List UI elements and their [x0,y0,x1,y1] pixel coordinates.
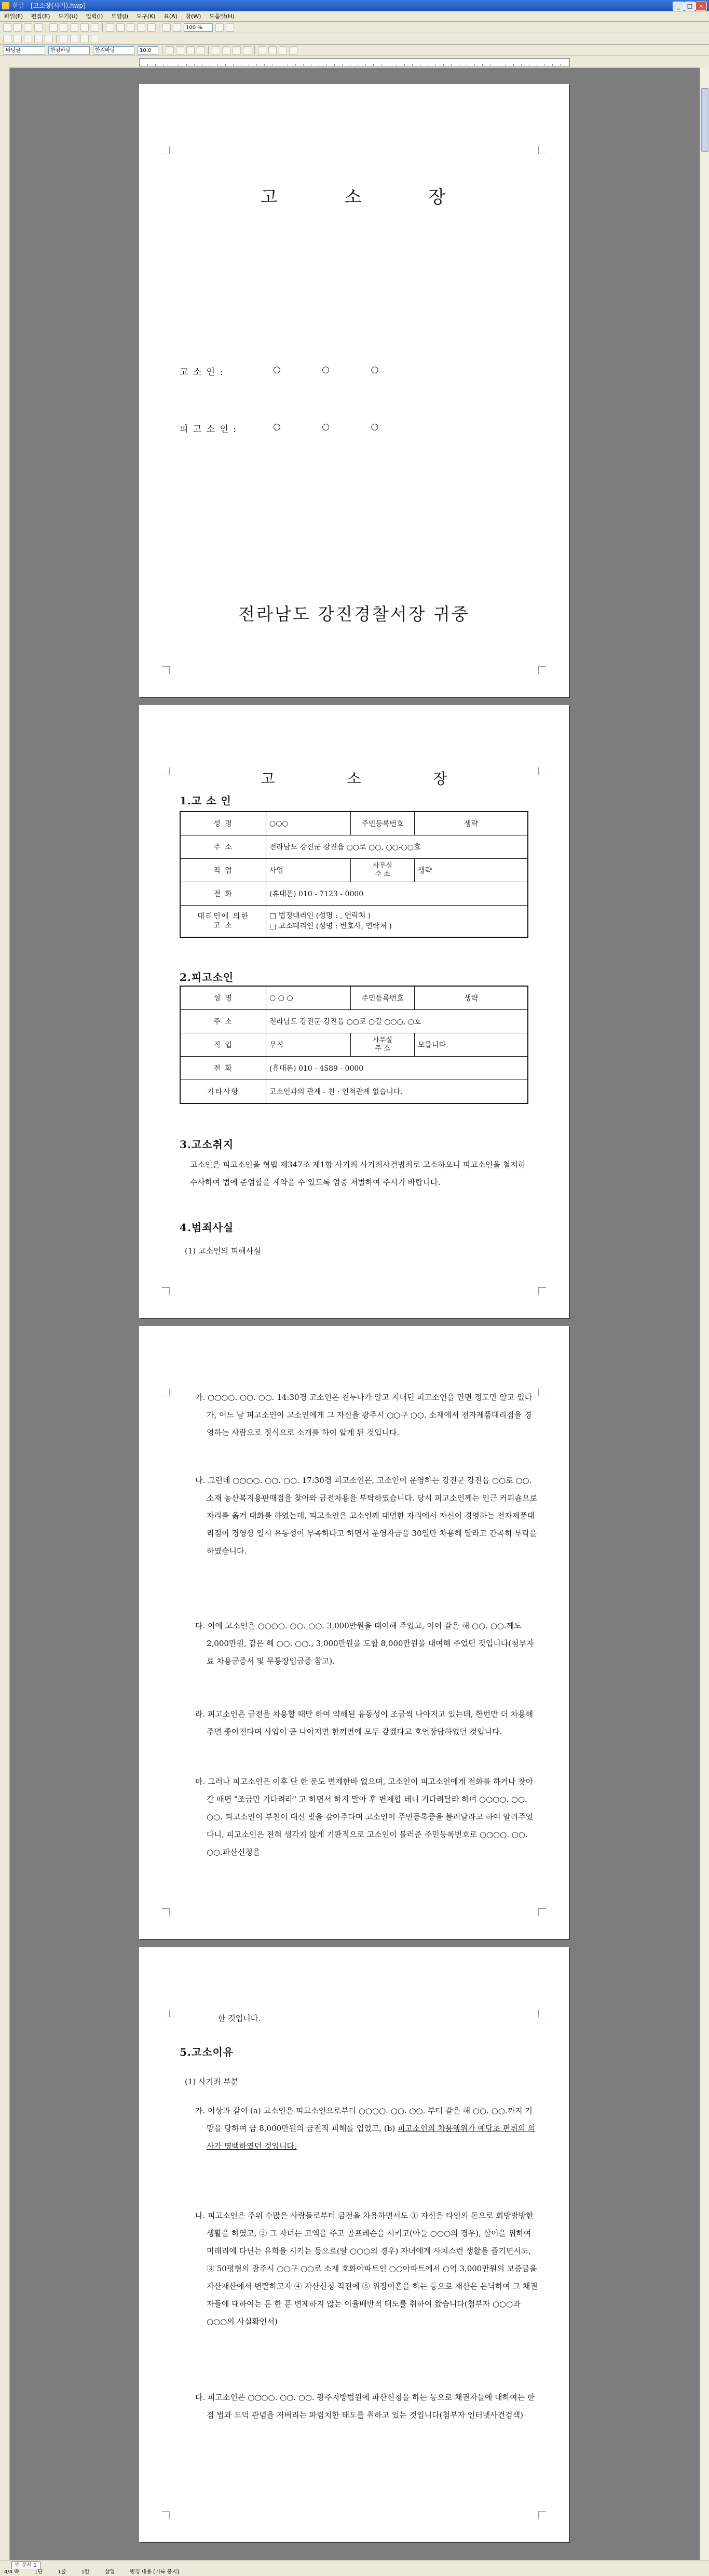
reason-item-na: 나. 피고소인은 주위 수많은 사람들로부터 금전을 차용하면서도 ① 자신은 타인의 돈으로 회방방방한 생활을 하였고, ② 그 자녀는 고액을 주고 골프레슨을 시키고(아들 ○○○의 경우), 살이을 위하여 미래리에 다닌는 유학을 시키는 등으로(딸 ○○○의 경우) 자녀에게 사치스런 생활을 즐기면서도, ③ 50평형의 광주시 ○○구 ○○로 소재 호화아파트인 ○○아파트에서 ○억 3,000만원의 보증금을 자산재산에서 변탈하고자 ④ 자산신청 직전에 ⑤ 위장이혼을 하는 등으로 재산은 은닉하여 그 채권자들에 대하여는 돈 한 푼 변제하지 않는 이율배반적 태도를 취하여 왔습니다(첨부자 ○○○과 ○○○의 사실확인서) [195,2211,538,2326]
menu-bar [0,11,709,22]
legal-agent-checkbox[interactable]: □ 법정대리인 (성명 : , 연락처 ) [269,912,371,920]
print-icon[interactable] [34,23,43,32]
ellipse-icon[interactable] [34,35,43,43]
cell-label: 주 소 [180,1010,266,1033]
scrollbar-thumb[interactable] [701,88,708,152]
font-select-alt[interactable]: 한컴바탕 [93,46,134,55]
pointer-icon[interactable] [3,35,11,43]
table-row [180,1010,528,1033]
outdent-icon[interactable] [289,46,297,55]
menu-tools[interactable]: 도구(K) [136,13,156,20]
status-column: 1칸 [81,2569,90,2575]
align-right-icon[interactable] [233,46,241,55]
cell-label: 주민등록번호 [351,812,415,835]
image-icon[interactable] [116,23,125,32]
reason-ga-text: 가. 이상과 같이 (a) 고소인은 피고소인으로부터 ○○○○. ○○. ○○. 부터 같은 해 ○○. ○○.까지 기망을 당하여 금 8,000만원의 금전적 피해를 입었고, (b) [195,2106,533,2133]
shape-icon[interactable] [137,23,145,32]
style-select[interactable]: 바탕글 [4,46,45,55]
vertical-scrollbar[interactable] [700,68,709,2560]
subsection-fraud: (1) 사기죄 부분 [185,2077,239,2086]
cell-label: 직 업 [180,859,266,882]
title-bar [0,0,709,11]
fill-color-icon[interactable] [60,35,68,43]
cell-label: 주 소 [180,835,266,859]
margin-mark [538,146,546,154]
table-row [180,882,528,906]
cell-value: ○○○ [266,812,351,835]
accused-table [180,986,528,1104]
accused-name: ○ ○ ○ [273,422,380,432]
horizontal-ruler[interactable] [0,56,709,68]
cell-label: 전 화 [180,882,266,906]
section-purpose: 3.고소취지 [180,1138,234,1151]
zoom-in-icon[interactable] [215,23,224,32]
cell-value: 사업 [266,859,351,882]
status-line: 1줄 [58,2569,66,2575]
table-row [180,1080,528,1104]
cell-label: 성 명 [180,812,266,835]
margin-mark [162,666,170,674]
open-icon[interactable] [13,23,22,32]
fact-item-ra: 라. 피고소인은 금전을 차용할 때만 하여 약해된 유동성이 조금씩 나아지고 있는데, 한번만 더 차용해 주면 좋아진다며 사업이 곧 나아지면 한꺼번에 모두 갚겠다고 호언장담하였던 것입니다. [195,1709,534,1736]
complainant-table [180,811,528,938]
margin-mark [538,1908,546,1916]
zoom-out-icon[interactable] [226,23,234,32]
table-row [180,812,528,835]
reason-item-da: 다. 피고소인은 ○○○○. ○○. ○○. 광주지방법원에 파산신청을 하는 등으로 채권자들에 대하여는 한점 법과 도덕 관념을 저버리는 파렴치한 태도를 취하고 있는 것입니다(첨부자 인터넷사건검색) [195,2393,535,2420]
maximize-button[interactable]: □ [684,2,696,11]
toolbar-separator [56,35,57,43]
margin-mark [162,2009,170,2017]
close-button[interactable]: × [696,2,707,11]
margin-mark [162,146,170,154]
spell-check-icon[interactable] [173,23,181,32]
cell-value: 고소인과의 관계 - 친 · 인척관계 없습니다. [266,1080,528,1104]
cell-value: 생략 [415,986,528,1010]
cell-label: 주민등록번호 [351,986,415,1010]
cell-label: 전 화 [180,1057,266,1080]
purpose-text: 고소인은 피고소인을 형법 제347조 제1항 사기죄 사기죄사건범죄로 고소하오니 피고소인을 철저히 수사하여 법에 준엄할을 계약을 수 있도록 엄중 저벌하여 주시기 바랍니다. [190,1160,526,1187]
complaint-title: 고 소 장 [261,770,447,787]
reason-item-ga [195,2102,539,2155]
new-icon[interactable] [3,23,11,32]
numbering-icon[interactable] [268,46,277,55]
menu-file[interactable]: 파일(F) [4,13,23,20]
line-color-icon[interactable] [70,35,78,43]
document-page-4[interactable] [139,1947,569,2542]
section-reasons: 5.고소이유 [180,2046,234,2058]
attorney-agent-checkbox[interactable]: □ 고소대리인 (성명 : 변호사, 연락처 ) [269,922,392,930]
toolbar-separator [254,46,255,55]
group-icon[interactable] [91,35,99,43]
drawing-toolbar [0,33,709,45]
document-page-3[interactable] [139,1326,569,1939]
menu-help[interactable]: 도움말(H) [209,13,235,20]
app-icon [2,2,9,9]
table-row [180,859,528,882]
margin-mark [538,1388,546,1396]
italic-icon[interactable] [176,46,184,55]
cover-title: 고 소 장 [260,187,448,208]
menu-edit[interactable]: 편집(E) [31,13,50,20]
status-bar [0,2560,709,2576]
table-row [180,986,528,1010]
minimize-button[interactable]: _ [673,2,684,11]
status-info [4,2569,193,2575]
bold-icon[interactable] [166,46,174,55]
align-center-icon[interactable] [222,46,230,55]
align-left-icon[interactable] [212,46,220,55]
zoom-select[interactable]: 100 % [184,23,213,32]
cell-label: 사무실 주 소 [351,1033,415,1057]
font-select[interactable]: 한컴바탕 [48,46,90,55]
chart-icon[interactable] [127,23,135,32]
margin-mark [162,1908,170,1916]
document-page-1[interactable] [139,84,569,697]
menu-window[interactable]: 창(W) [185,13,201,20]
page-view-icon[interactable] [162,23,171,32]
undo-icon[interactable] [80,23,89,32]
table-icon[interactable] [106,23,114,32]
menu-format[interactable]: 모양(J) [111,13,129,20]
status-section: 1단 [34,2569,43,2575]
paste-icon[interactable] [70,23,78,32]
status-page: 4/4 쪽 [4,2569,19,2575]
formatting-toolbar [0,45,709,56]
status-track-changes[interactable]: 변경 내용 [기록 중지] [130,2569,179,2575]
vertical-ruler[interactable] [0,68,10,2560]
menu-insert[interactable]: 입력(I) [86,13,103,20]
cell-label: 기타사항 [180,1080,266,1104]
document-page-2[interactable] [139,705,569,1318]
margin-mark [538,2511,546,2519]
menu-view[interactable]: 보기(U) [58,13,78,20]
copy-icon[interactable] [60,23,68,32]
table-row [180,906,528,938]
reason-ga-underlined: 피고소인의 차용행위가 예당초 편취의 의사가 명백하였던 것입니다. [207,2124,536,2151]
text-color-icon[interactable] [197,46,205,55]
margin-mark [538,1287,546,1295]
margin-mark [162,1388,170,1396]
cell-label: 직 업 [180,1033,266,1057]
cell-value: (휴대폰) 010 - 7123 - 0000 [266,882,528,906]
font-size-select[interactable]: 10.0 [138,46,158,55]
section-facts: 4.범죄사실 [180,1221,234,1234]
justify-icon[interactable] [243,46,251,55]
fact-item-da: 다. 이에 고소인은 ○○○○. ○○. ○○. 3,000만원을 대여해 주었고, 이어 같은 해 ○○. ○○.께도 2,000만원, 같은 해 ○○. ○○., 3,000만원을 도합 8,000만원을 대여해 주었던 것입니다(첨부자료 차용금증서 및 무통장입금증 참고). [195,1621,534,1666]
redo-icon[interactable] [91,23,99,32]
margin-mark [162,2511,170,2519]
cell-value: 생략 [415,812,528,835]
cell-value [266,906,528,938]
arrange-icon[interactable] [80,35,89,43]
cell-label: 성 명 [180,986,266,1010]
table-row [180,1057,528,1080]
window-title: 한글 - [고소장(사기).hwp] [12,2,86,9]
continued-text: 한 것입니다. [218,2014,261,2023]
addressee: 전라남도 강진경찰서장 귀중 [238,604,470,624]
toolbar-separator [102,23,103,32]
margin-mark [162,1287,170,1295]
subsection-damage: (1) 고소인의 피해사실 [185,1246,261,1256]
standard-toolbar [0,22,709,33]
rectangle-icon[interactable] [24,35,32,43]
line-icon[interactable] [13,35,22,43]
fact-item-ma: 마. 그러나 피고소인은 이후 단 한 푼도 변제한바 없으며, 고소인이 피고소인에게 전화를 하거나 찾아갈 때면 "조금만 기다려라" 고 하면서 하지 말아 후 변제할 테니 기다려달라 하며 ○○○○. ○○. ○○. 피고소인이 부친이 대신 빚을 갚아주다며 고소인이 주민등록증을 불러달라고 하여 알려주었다니, 피고소인은 전혀 생각지 않게 기판적으로 고소인이 불러준 주민등록번호로 ○○○○. ○○. ○○.파산신청을 [195,1777,534,1857]
accused-label: 피 고 소 인 : [180,424,238,435]
menu-table[interactable]: 표(A) [163,13,178,20]
cell-value: 생략 [415,859,528,882]
toolbar-separator [208,46,209,55]
underline-icon[interactable] [186,46,195,55]
indent-icon[interactable] [279,46,287,55]
fact-item-ga: 가. ○○○○. ○○. ○○. 14:30경 고소인은 친누나가 알고 지내던 피고소인을 만면 정도만 알고 있다가, 어느 날 피고소인이 고소인에게 그 자신을 광주시 ○○구 ○○. 소재에서 전자제품대리점을 경영하는 사람으로 정식으로 소개를 하여 알게 된 것입니다. [195,1393,533,1437]
cell-value: 무직 [266,1033,351,1057]
cell-value: 전라남도 강진군 강진읍 ○○로 ○○, ○○-○○호 [266,835,528,859]
section-accused: 2.피고소인 [180,971,234,983]
fact-item-na: 나. 그런데 ○○○○. ○○. ○○. 17:30경 피고소인은, 고소인이 운영하는 강진군 강진읍 ○○로 ○○. 소재 농산복지용판매점을 찾아와 금전차용을 부탁하였습니다. 당시 피고소인께는 인근 커피숍으로 자리를 옮겨 대화를 하였는데, 피고소인은 고소인께 대면한 자리에서 자신이 경영하는 전자제품대리점이 경영상 일시 유동성이 부족하다고 하면서 운영자금을 30일만 차용해 달라고 간곡히 부탁을 하였습니다. [195,1476,538,1556]
table-row [180,835,528,859]
complainant-name: ○ ○ ○ [273,365,380,375]
document-tab[interactable]: 빈 문서 1 [11,2561,40,2569]
complainant-label: 고 소 인 : [180,367,224,377]
textbox-icon[interactable] [45,35,53,43]
margin-mark [538,2009,546,2017]
cell-label: 사무실 주 소 [351,859,415,882]
cell-value: ○ ○ ○ [266,986,351,1010]
cell-value: (휴대폰) 010 - 4589 - 0000 [266,1057,528,1080]
ruler-track[interactable] [139,58,570,66]
cell-value: 전라남도 강진군 강진읍 ○○로 ○길 ○○○, ○호 [266,1010,528,1033]
status-mode[interactable]: 삽입 [104,2569,115,2575]
cut-icon[interactable] [49,23,58,32]
find-icon[interactable] [147,23,156,32]
section-complainant: 1.고 소 인 [180,794,231,807]
bullets-icon[interactable] [258,46,266,55]
cell-label: 대리인에 의한 고 소 [180,906,266,938]
cell-value: 모릅니다. [415,1033,528,1057]
table-row [180,1033,528,1057]
save-icon[interactable] [24,23,32,32]
margin-mark [538,666,546,674]
